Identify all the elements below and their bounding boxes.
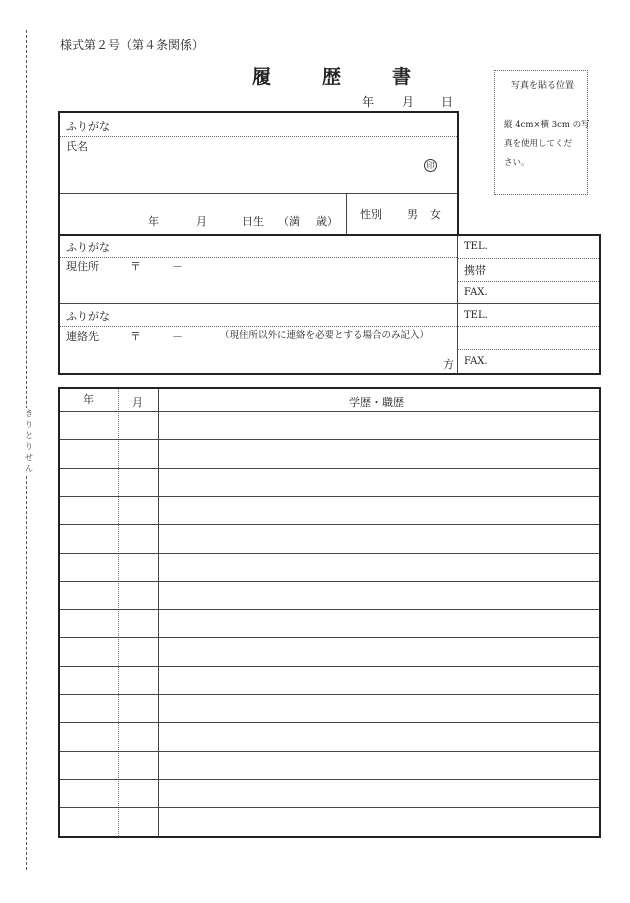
photo-area[interactable] [494,70,588,195]
history-row[interactable] [60,411,599,439]
contact-label: 連絡先 [66,330,99,343]
contact-postal-dash: － [172,330,183,343]
address-furigana-label: ふりがな [66,241,110,254]
history-row[interactable] [60,666,599,694]
history-row[interactable] [60,807,599,835]
contact-fax-divider [457,349,599,350]
address-furigana-divider [60,257,457,258]
birth-month-label: 月 [196,215,207,228]
address-section [58,234,601,375]
page-title [252,62,422,88]
photo-instruction-2: 真を使用してくだ [504,139,573,149]
history-row[interactable] [60,722,599,750]
phone-column-divider [457,236,458,373]
contact-kata-label: 方 [443,358,454,371]
address-mobile-label: 携帯 [464,264,486,277]
name-label: 氏名 [66,140,88,153]
history-row[interactable] [60,694,599,722]
seal-mark: 印 [424,159,437,172]
cut-line-label: きりとりせん [25,409,33,473]
history-row[interactable] [60,496,599,524]
date-month-label: 月 [402,95,415,109]
birth-year-label: 年 [148,215,159,228]
address-postal-mark: 〒 [130,260,141,273]
address-fax-label: FAX. [464,287,488,298]
contact-tel-label: TEL. [464,310,488,321]
photo-instruction-3: さい。 [504,158,530,168]
age-open-label: （満 [278,215,300,228]
address-tel-label: TEL. [464,241,488,252]
gender-female[interactable]: 女 [430,208,441,221]
furigana-divider [60,136,457,137]
photo-title: 写真を貼る位置 [511,81,575,91]
contact-furigana-label: ふりがな [66,310,110,323]
mobile-fax-divider [457,281,599,282]
contact-note: （現住所以外に連絡を必要とする場合のみ記入） [220,330,430,341]
title-char-1: 履 [252,66,272,88]
age-close-label: 歳） [316,215,338,228]
history-row[interactable] [60,581,599,609]
name-furigana-label: ふりがな [66,120,110,133]
history-row[interactable] [60,553,599,581]
gender-male[interactable]: 男 [407,208,418,221]
history-row[interactable] [60,779,599,807]
history-row[interactable] [60,524,599,552]
gender-divider [346,193,347,234]
form-number: 様式第２号（第４条関係） [60,38,205,52]
contact-postal-mark: 〒 [130,330,141,343]
name-divider [60,193,457,194]
gender-label: 性別 [360,208,382,221]
history-row[interactable] [60,468,599,496]
contact-fax-label: FAX. [464,356,488,367]
address-label: 現住所 [66,260,99,273]
address-contact-divider [60,303,599,304]
history-year-header: 年 [83,393,94,406]
contact-furigana-divider [60,326,457,327]
history-row[interactable] [60,751,599,779]
history-row[interactable] [60,609,599,637]
tel-mobile-divider [457,258,599,259]
history-month-header: 月 [132,396,143,409]
date-year-label: 年 [362,95,375,109]
history-table [58,387,601,838]
history-row[interactable] [60,439,599,467]
address-postal-dash: － [172,260,183,273]
title-char-2: 歴 [322,66,342,88]
photo-instruction-1: 縦 4cm×横 3cm の写 [504,120,590,130]
title-char-3: 書 [392,66,412,88]
birth-day-label: 日生 [242,215,264,228]
history-row[interactable] [60,637,599,665]
contact-tel-divider [457,326,599,327]
name-section [58,111,459,236]
history-content-header: 学歴・職歴 [349,396,404,409]
date-day-label: 日 [441,95,454,109]
